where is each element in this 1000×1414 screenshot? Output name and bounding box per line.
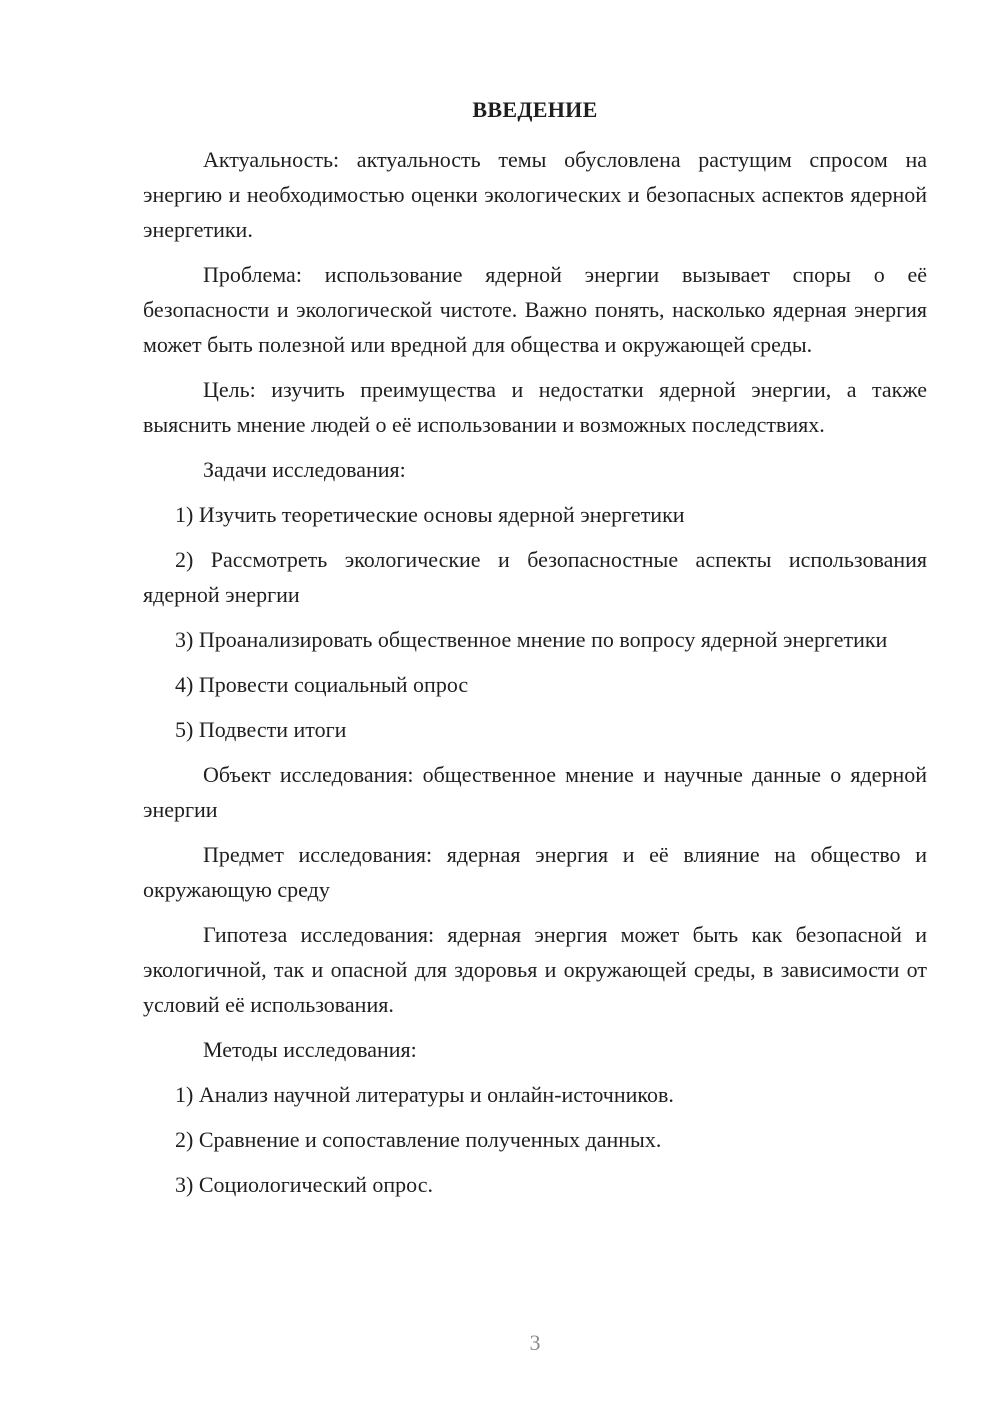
problem-paragraph: Проблема: использование ядерной энергии вызывает споры о её безопасности и экологической чистоте. Важно понять, насколько ядерная энергия может быть полезной или вредной для общества и окружающей среды. [143,262,927,357]
tasks-heading: Задачи исследования: [203,457,406,482]
relevance-paragraph: Актуальность: актуальность темы обусловлена растущим спросом на энергию и необходимостью оценки экологических и безопасных аспектов ядерной энергетики. [143,147,927,242]
document-page [143,95,927,1212]
task-item: 3) Проанализировать общественное мнение по вопросу ядерной энергетики [175,627,888,652]
object-paragraph: Объект исследования: общественное мнение и научные данные о ядерной энергии [143,762,927,822]
hypothesis-paragraph: Гипотеза исследования: ядерная энергия может быть как безопасной и экологичной, так и опасной для здоровья и окружающей среды, в зависимости от условий её использования. [143,922,927,1017]
page-title: ВВЕДЕНИЕ [472,97,598,122]
method-item: 3) Социологический опрос. [175,1172,433,1197]
page-number: 3 [529,1330,541,1355]
task-item: 1) Изучить теоретические основы ядерной энергетики [175,502,685,527]
task-item: 2) Рассмотреть экологические и безопасностные аспекты использования ядерной энергии [143,547,927,607]
task-item: 5) Подвести итоги [175,717,347,742]
goal-paragraph: Цель: изучить преимущества и недостатки ядерной энергии, а также выяснить мнение людей о её использовании и возможных последствиях. [143,377,927,437]
method-item: 2) Сравнение и сопоставление полученных данных. [175,1127,662,1152]
task-item: 4) Провести социальный опрос [175,672,469,697]
methods-heading: Методы исследования: [203,1037,417,1062]
subject-paragraph: Предмет исследования: ядерная энергия и её влияние на общество и окружающую среду [143,842,927,902]
method-item: 1) Анализ научной литературы и онлайн-источников. [175,1082,674,1107]
